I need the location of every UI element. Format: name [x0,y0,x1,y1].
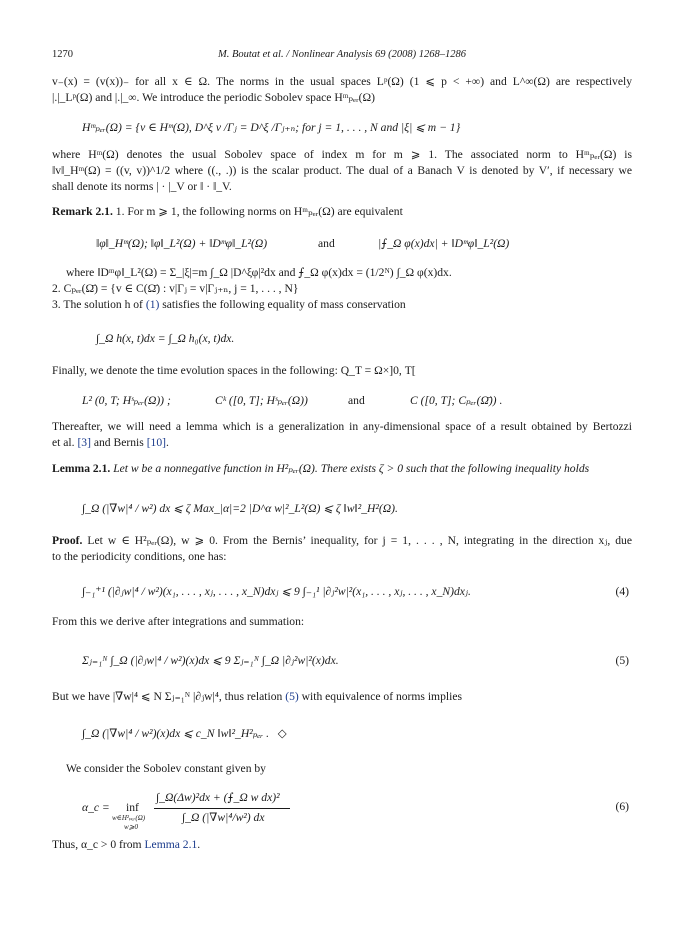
text: But we have |∇w|⁴ ⩽ N Σⱼ₌₁ᴺ |∂ⱼw|⁴, thus relation [52,690,286,703]
proof-label: Proof. [52,534,83,547]
proof-line: to the periodicity conditions, one has: [52,550,227,563]
equation-mass: ∫_Ω h(x, t)dx = ∫_Ω h₀(x, t)dx. [96,332,235,345]
text: et al. [52,436,78,449]
text: Thus, α_c > 0 from [52,838,145,851]
text: . [166,436,169,449]
lemma-ref-link[interactable]: Lemma 2.1 [144,838,198,851]
paragraph-line: Finally, we denote the time evolution spaces in the following: Q_T = Ω×]0, T[ [52,364,416,377]
equation-number: (5) [615,654,629,667]
equation-space-b: Cᵏ ([0, T]; Hˢₚₑᵣ(Ω)) [215,394,308,407]
equation-space-c: C ([0, T]; Cₚₑᵣ(Ω̄)) . [410,394,503,407]
text: with equivalence of norms implies [298,690,462,703]
equation-norms-a: ‖φ‖_Hᵐ(Ω); ‖φ‖_L²(Ω) + ‖Dᵐφ‖_L²(Ω) [96,237,268,250]
page-number: 1270 [52,49,73,60]
citation-link[interactable]: [3] [77,436,91,449]
eq6-numerator: ∫_Ω(Δw)²dx + (⨍_Ω w dx)² [156,791,280,804]
paragraph-line: ‖v‖_Hᵐ(Ω) = ((v, v))^1/2 where ((., .)) is the scalar product. The dual of a Banach V is denoted by V′, if necessary we [52,164,632,177]
equation-number: (4) [615,585,629,598]
paragraph-line [52,838,632,852]
equation-text: ∫_Ω (|∇w|⁴ / w²)(x)dx ⩽ c_N ‖w‖²_H²ₚₑᵣ . [82,727,270,740]
proof-line [52,534,632,548]
equation-ref-link[interactable]: (5) [285,690,299,703]
paragraph-line: Thereafter, we will need a lemma which is a generalization in any-dimensional space of a result obtained by Bertozzi [52,420,632,433]
item3-text: 3. The solution h of [52,298,146,311]
proof-line [52,690,632,704]
paragraph-line: We consider the Sobolev constant given by [66,762,266,775]
eq6-inf: inf [126,801,139,814]
remark-item-3 [52,298,632,312]
remark-where-line: where ‖Dᵐφ‖_L²(Ω) = Σ_|ξ|=m ∫_Ω |D^ξφ|²dx and ⨍_Ω φ(x)dx = (1/2ᴺ) ∫_Ω φ(x)dx. [66,266,452,279]
eq6-denominator: ∫_Ω (|∇w|⁴/w²) dx [182,811,265,824]
text: and Bernis [90,436,147,449]
qed-icon: ◇ [277,727,287,740]
equation-6 [82,788,582,838]
fraction-bar [154,808,290,809]
equation-and: and [318,237,335,250]
running-title: M. Boutat et al. / Nonlinear Analysis 69 (2008) 1268–1286 [217,49,466,60]
eq6-lhs: α_c = [82,801,110,814]
equation-space-a: L² (0, T; Hˢₚₑᵣ(Ω)) ; [82,394,171,407]
equation-4: ∫₋₁⁺¹ (|∂ⱼw|⁴ / w²)(x₁, . . . , xⱼ, . . . , x_N)dxⱼ ⩽ 9 ∫₋₁¹ |∂ⱼ²w|²(x₁, . . . , xⱼ, . . . , x_N)dxⱼ. [82,585,471,598]
equation-and: and [348,394,365,407]
lemma-statement [52,462,632,476]
proof-text: Let w ∈ H²ₚₑᵣ(Ω), w ⩾ 0. From the Bernis’ inequality, for j = 1, . . . , N, integrating in the direction xⱼ, due [87,534,633,547]
paragraph-line: |.|_Lᵖ(Ω) and |.|_∞. We introduce the periodic Sobolev space Hᵐₚₑᵣ(Ω) [52,91,375,104]
citation-link[interactable]: [10] [146,436,167,449]
equation-number: (6) [615,800,629,813]
eq6-inf-condition: w∈H²ₚₑᵣ(Ω) [112,814,146,822]
equation-norms-b: |⨍_Ω φ(x)dx| + ‖Dᵐφ‖_L²(Ω) [378,237,510,250]
lemma-text: Let w be a nonnegative function in H²ₚₑᵣ(Ω). There exists ζ > 0 such that the following inequality holds [113,462,590,475]
equation-5: Σⱼ₌₁ᴺ ∫_Ω (|∂ⱼw|⁴ / w²)(x)dx ⩽ 9 Σⱼ₌₁ᴺ ∫_Ω |∂ⱼ²w|²(x)dx. [82,654,339,667]
remark-heading [52,205,632,219]
text: . [197,838,201,851]
remark-item-1: 1. For m ⩾ 1, the following norms on Hᵐₚₑᵣ(Ω) are equivalent [115,205,403,218]
remark-item-2: 2. Cₚₑᵣ(Ω̄) = {v ∈ C(Ω̄) : v|Γⱼ = v|Γⱼ₊ₙ, j = 1, . . . , N} [52,282,299,295]
paragraph-line: v₋(x) = (v(x))₋ for all x ∈ Ω. The norms in the usual spaces Lᵖ(Ω) (1 ⩽ p < +∞) and L^∞(Ω) are respectively [52,75,632,88]
lemma-label: Lemma 2.1. [52,462,111,475]
remark-label: Remark 2.1. [52,205,113,218]
equation-hper: Hᵐₚₑᵣ(Ω) = {v ∈ Hᵐ(Ω), D^ξ v /Γⱼ = D^ξ /Γⱼ₊ₙ; for j = 1, . . . , N and |ξ| ⩽ m − 1} [82,121,461,134]
paragraph-line: where Hᵐ(Ω) denotes the usual Sobolev space of index m for m ⩾ 1. The associated norm to Hᵐₚₑᵣ(Ω) is [52,148,632,161]
proof-line: From this we derive after integrations and summation: [52,615,305,628]
eq6-inf-condition: w⩾0 [124,823,139,831]
equation-final [82,726,287,742]
paragraph-line: shall denote its norms | · |_V or ‖ · ‖_V. [52,180,232,193]
paragraph-line [52,436,632,450]
item3-text-post: satisfies the following equality of mass conservation [159,298,406,311]
equation-lemma: ∫_Ω (|∇w|⁴ / w²) dx ⩽ ζ Max_|α|=2 |D^α w|²_L²(Ω) ⩽ ζ ‖w‖²_H²(Ω). [82,502,398,515]
equation-ref-link[interactable]: (1) [145,298,160,311]
